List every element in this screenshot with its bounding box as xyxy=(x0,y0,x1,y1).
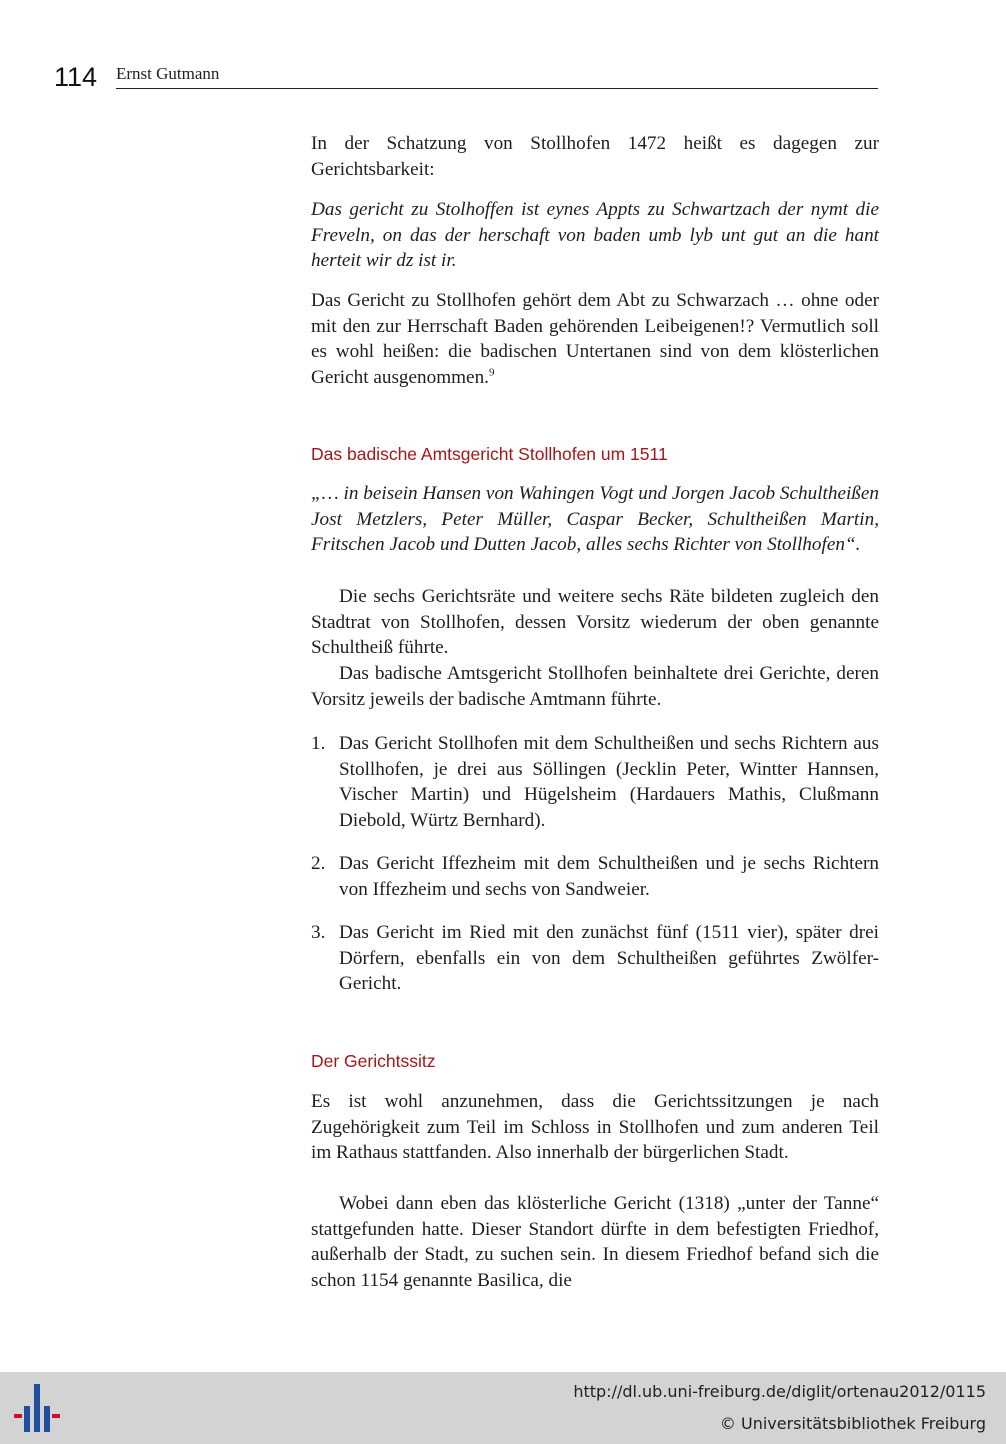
page-header xyxy=(54,60,878,92)
list-item-text: Das Gericht Iffezheim mit dem Schultheißen und je sechs Richtern von Iffezheim und sechs von Sandweier. xyxy=(339,853,879,900)
section2-text-1: Es ist wohl anzunehmen, dass die Gerichtssitzungen je nach Zugehörigkeit zum Teil im Schloss in Stollhofen und zum anderen Teil im Rathaus stattfanden. Also innerhalb der bürgerlichen Stadt. xyxy=(311,1091,879,1164)
list-number: 3. xyxy=(311,922,326,943)
section1-text-2: Das badische Amtsgericht Stollhofen beinhaltete drei Gerichte, deren Vorsitz jeweils der badische Amtmann führte. xyxy=(311,663,879,710)
list-number: 2. xyxy=(311,853,326,874)
section1-quote xyxy=(311,481,879,558)
section-heading-gerichtssitz: Der Gerichtssitz xyxy=(311,1051,436,1071)
section1-paragraph-2 xyxy=(311,661,879,712)
list-item xyxy=(311,851,879,902)
footer-copyright: © Universitätsbibliothek Freiburg xyxy=(719,1414,986,1433)
section1-paragraph-1 xyxy=(311,584,879,661)
court-list-item-3 xyxy=(311,920,879,997)
section2-text-2: Wobei dann eben das klösterliche Gericht (1318) „unter der Tanne“ stattgefunden hatte. Dieser Standort dürfte in dem befestigten Friedhof, außerhalb der Stadt, zu suchen sein. In diesem Friedhof befand sich die schon 1154 genannte Basilica, die xyxy=(311,1193,879,1292)
section-heading-amtsgericht: Das badische Amtsgericht Stollhofen um 1511 xyxy=(311,444,668,464)
section1-quote-text: „… in beisein Hansen von Wahingen Vogt und Jorgen Jacob Schultheißen Jost Metzlers, Peter Müller, Caspar Becker, Schultheißen Martin, Fritschen Jacob und Dutten Jacob, alles sechs Richter von Stollhofen“. xyxy=(311,483,879,556)
court-list-item-2 xyxy=(311,851,879,902)
list-item xyxy=(311,731,879,834)
footnote-marker: 9 xyxy=(488,366,495,379)
footer-url-link[interactable]: http://dl.ub.uni-freiburg.de/diglit/ortenau2012/0115 xyxy=(573,1382,986,1401)
section1-text-1: Die sechs Gerichtsräte und weitere sechs Räte bildeten zugleich den Stadtrat von Stollhofen, dessen Vorsitz wiederum der oben genannte Schultheiß führte. xyxy=(311,586,879,659)
intro-quote-text: Das gericht zu Stolhoffen ist eynes Appts zu Schwartzach der nymt die Freveln, on das der herschaft von baden umb lyb unt gut an die hant herteit wir dz ist ir. xyxy=(311,199,879,272)
list-item-text: Das Gericht Stollhofen mit dem Schultheißen und sechs Richtern aus Stollhofen, je drei aus Söllingen (Jecklin Peter, Wintter Hannsen, Vischer Martin) und Hügelsheim (Hardauers Mathis, Clußmann Diebold, Würtz Bernhard). xyxy=(339,733,879,832)
header-rule xyxy=(116,88,878,89)
library-footer xyxy=(0,1372,1006,1444)
intro-quote xyxy=(311,197,879,274)
page-number: 114 xyxy=(54,62,98,92)
section2-paragraph-1 xyxy=(311,1089,879,1166)
intro-paragraph-1 xyxy=(311,131,879,182)
court-list-item-1 xyxy=(311,731,879,834)
intro-text-2: Das Gericht zu Stollhofen gehört dem Abt zu Schwarzach … ohne oder mit den zur Herrschaft Baden gehörenden Leibeigenen!? Vermutlich soll es wohl heißen: die badischen Untertanen sind von dem klösterlichen Gericht ausgenommen. xyxy=(311,290,879,389)
list-number: 1. xyxy=(311,733,326,754)
list-item xyxy=(311,920,879,997)
running-head-author: Ernst Gutmann xyxy=(116,64,220,83)
intro-paragraph-2 xyxy=(311,288,879,391)
section2-paragraph-2 xyxy=(311,1191,879,1294)
library-logo-icon xyxy=(12,1380,64,1436)
intro-text-1: In der Schatzung von Stollhofen 1472 heißt es dagegen zur Gerichtsbarkeit: xyxy=(311,133,879,180)
list-item-text: Das Gericht im Ried mit den zunächst fünf (1511 vier), später drei Dörfern, ebenfalls ein von dem Schultheißen geführtes Zwölfer-Gericht. xyxy=(339,922,879,995)
